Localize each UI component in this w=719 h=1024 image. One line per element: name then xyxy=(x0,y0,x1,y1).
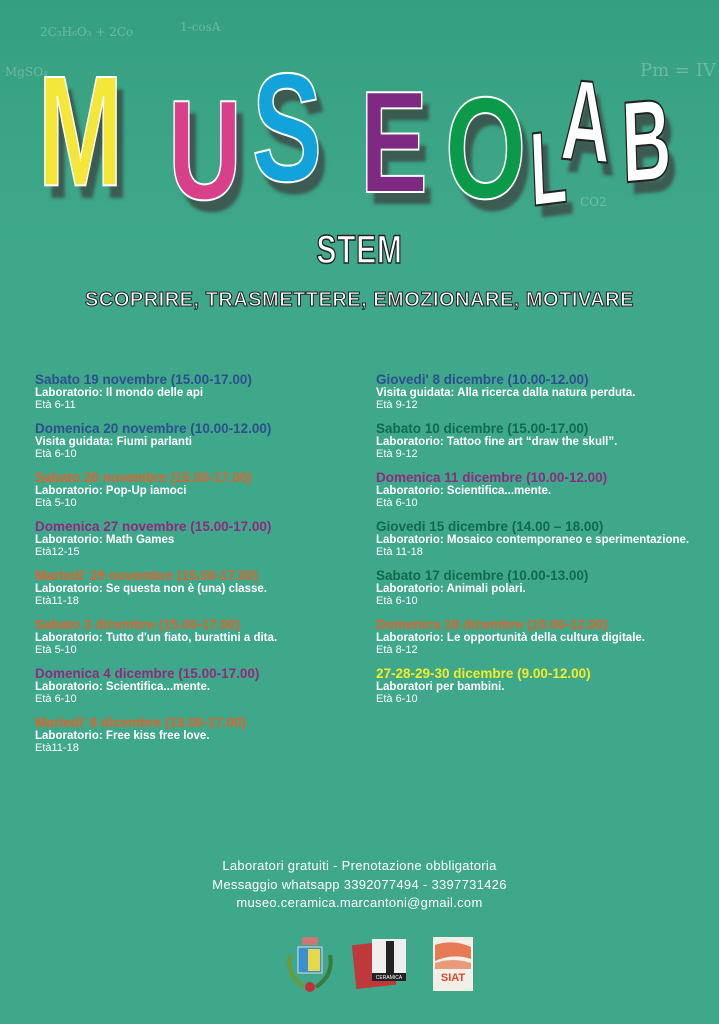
event-age: Età 5-10 xyxy=(35,644,77,656)
title-letter-m: M xyxy=(38,42,123,219)
siat-logo-text: SIAT xyxy=(440,972,466,984)
event-activity: Visita guidata: Alla ricerca dalla natura perduta. xyxy=(376,387,636,399)
municipal-coat-of-arms-icon xyxy=(280,935,340,997)
event-activity: Laboratorio: Se questa non è (una) classe. xyxy=(35,583,267,595)
event-activity: Laboratorio: Tutto d'un fiato, burattini a dita. xyxy=(35,632,278,644)
event-item xyxy=(376,569,711,607)
footer-whatsapp: Messaggio whatsapp 3392077494 - 3397731426 xyxy=(212,876,507,892)
event-activity: Laboratorio: Scientifica...mente. xyxy=(35,681,211,693)
event-age: Età 6-10 xyxy=(35,448,77,460)
event-date-time: 27-28-29-30 dicembre (9.00-12.00) xyxy=(376,666,591,681)
title-letter-s: S xyxy=(252,40,323,214)
event-activity: Visita guidata: Fiumi parlanti xyxy=(35,436,192,448)
event-age: Età 6-10 xyxy=(376,693,418,705)
event-item xyxy=(35,520,370,558)
sponsor-logos xyxy=(0,935,719,1005)
title-letter-b: B xyxy=(619,74,673,208)
event-activity: Laboratorio: Il mondo delle api xyxy=(35,387,204,399)
event-item xyxy=(35,667,370,705)
title-letter-l: L xyxy=(527,107,570,230)
event-activity: Laboratorio: Scientifica...mente. xyxy=(376,485,552,497)
event-activity: Laboratorio: Free kiss free love. xyxy=(35,730,210,742)
event-activity: Laboratorio: Math Games xyxy=(35,534,175,546)
event-item xyxy=(35,618,370,656)
event-date-time: Domenica 18 dicembre (10.00-12.00) xyxy=(376,617,608,632)
event-activity: Laboratorio: Animali polari. xyxy=(376,583,526,595)
event-date-time: Sabato 3 dicembre (15.00-17.00) xyxy=(35,617,240,632)
event-date-time: Domenica 11 dicembre (10.00-12.00) xyxy=(376,470,608,485)
event-date-time: Domenica 27 novembre (15.00-17.00) xyxy=(35,519,272,534)
title-letter-a: A xyxy=(559,54,613,188)
schedule-right-column xyxy=(376,373,711,716)
schedule-left-column xyxy=(35,373,370,765)
formula-doodle: 2C₃H₆O₃ + 2Co xyxy=(40,25,134,39)
event-date-time: Sabato 17 dicembre (10.00-13.00) xyxy=(376,568,589,583)
event-age: Età 9-12 xyxy=(376,448,418,460)
event-age: Età11-18 xyxy=(35,595,79,607)
event-age: Età 6-10 xyxy=(35,693,77,705)
event-item xyxy=(35,716,370,754)
event-age: Età 9-12 xyxy=(376,399,418,411)
event-age: Età 6-10 xyxy=(376,497,418,509)
event-date-time: Domenica 4 dicembre (15.00-17.00) xyxy=(35,666,260,681)
event-item xyxy=(376,373,711,411)
event-date-time: Martedi' 29 novembre (15.00-17.00) xyxy=(35,568,259,583)
footer-email[interactable]: museo.ceramica.marcantoni@gmail.com xyxy=(236,895,483,910)
event-item xyxy=(35,569,370,607)
siat-logo xyxy=(433,937,473,993)
event-item xyxy=(35,373,370,411)
event-item xyxy=(376,520,711,558)
event-activity: Laboratorio: Le opportunità della cultura digitale. xyxy=(376,632,645,644)
event-activity: Laboratorio: Pop-Up iamoci xyxy=(35,485,187,497)
event-activity: Laboratorio: Tattoo fine art “draw the skull”. xyxy=(376,436,618,448)
event-date-time: Martedi' 6 dicembre (15.00-17.00) xyxy=(35,715,247,730)
museo-ceramica-logo xyxy=(350,937,410,995)
event-item xyxy=(376,471,711,509)
event-activity: Laboratorio: Mosaico contemporaneo e sperimentazione. xyxy=(376,534,690,546)
title-letter-e: E xyxy=(360,61,428,223)
event-activity: Laboratori per bambini. xyxy=(376,681,505,693)
footer-info xyxy=(0,857,719,913)
event-item xyxy=(376,618,711,656)
event-age: Età 11-18 xyxy=(376,546,423,558)
title-letter-o: O xyxy=(445,67,527,229)
title-letter-u: U xyxy=(168,71,242,230)
event-item xyxy=(35,471,370,509)
museo-logo-text: CERAMICA xyxy=(375,975,403,981)
event-item xyxy=(376,422,711,460)
footer-free-booking: Laboratori gratuiti - Prenotazione obbligatoria xyxy=(222,858,497,873)
formula-doodle: CO2 xyxy=(580,195,607,209)
event-age: Età11-18 xyxy=(35,742,79,754)
event-age: Età 5-10 xyxy=(35,497,77,509)
event-date-time: Sabato 10 dicembre (15.00-17.00) xyxy=(376,421,589,436)
event-date-time: Giovedi 15 dicembre (14.00 – 18.00) xyxy=(376,519,604,534)
event-date-time: Domenica 20 novembre (10.00-12.00) xyxy=(35,421,272,436)
motto: SCOPRIRE, TRASMETTERE, EMOZIONARE, MOTIVARE xyxy=(85,289,634,311)
formula-doodle: Pm = IV xyxy=(640,60,716,81)
event-age: Età 6-10 xyxy=(376,595,418,607)
formula-doodle: MgSO₄ xyxy=(5,65,48,79)
formula-doodle: 1-cosA xyxy=(180,20,221,34)
event-date-time: Sabato 26 novembre (15.00-17.00) xyxy=(35,470,252,485)
museolab-logo-title xyxy=(0,0,719,240)
event-item xyxy=(376,667,711,705)
event-age: Età 8-12 xyxy=(376,644,418,656)
event-item xyxy=(35,422,370,460)
event-date-time: Sabato 19 novembre (15.00-17.00) xyxy=(35,372,252,387)
subtitle-stem: STEM xyxy=(316,228,403,272)
event-age: Età12-15 xyxy=(35,546,80,558)
event-age: Età 6-11 xyxy=(35,399,76,411)
event-date-time: Giovedi' 8 dicembre (10.00-12.00) xyxy=(376,372,589,387)
